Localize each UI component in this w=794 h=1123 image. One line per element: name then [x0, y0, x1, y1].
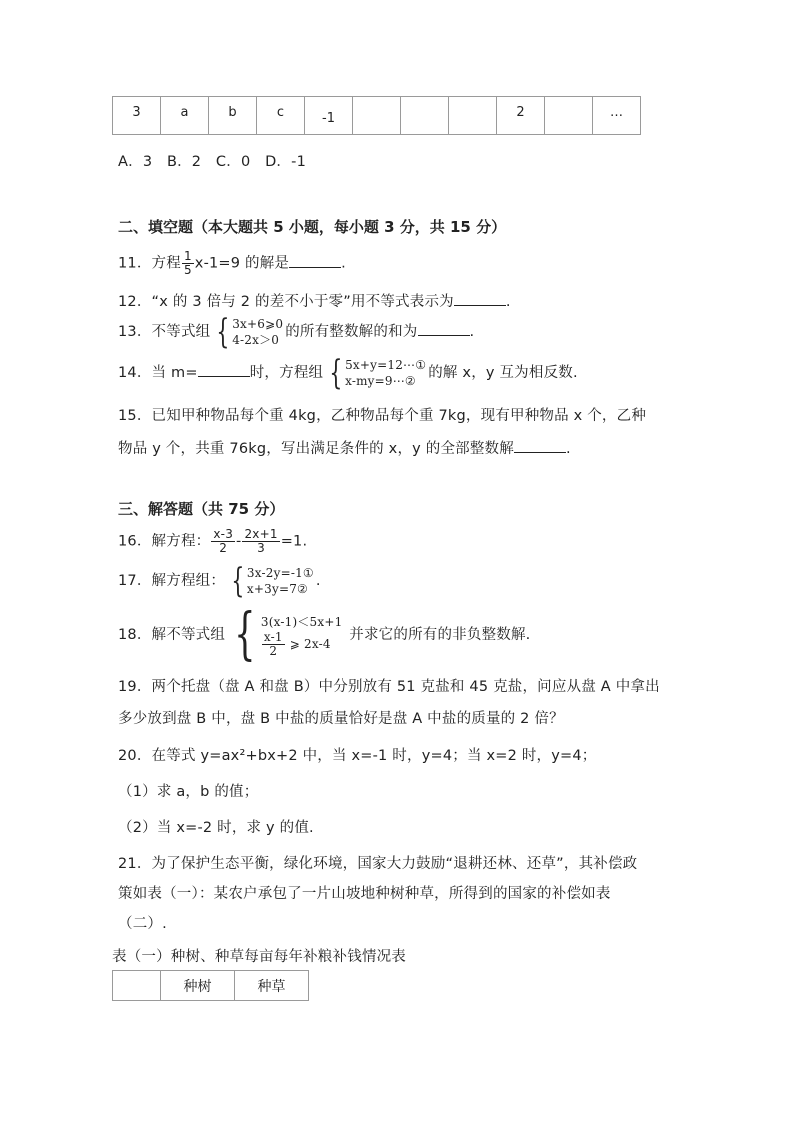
- question-21-line3: （二）.: [118, 916, 167, 932]
- subsidy-table: [112, 970, 309, 1001]
- table-row: [113, 97, 641, 135]
- inequality-rest: ⩾ 2x-4: [289, 637, 331, 651]
- table-cell: a: [161, 97, 209, 135]
- answer-blank: [198, 364, 250, 377]
- numerator: x-3: [213, 527, 234, 541]
- question-12: [118, 290, 511, 311]
- question-20-sub2: （2）当 x=-2 时，求 y 的值.: [118, 820, 314, 836]
- system-line: x-my=9⋯②: [345, 374, 416, 388]
- question-17: [118, 561, 321, 601]
- table-header-cell: [113, 971, 161, 1001]
- q11-prefix: 11．方程: [118, 255, 181, 272]
- fraction: [211, 528, 235, 555]
- brace-icon: {: [231, 561, 245, 601]
- q13-prefix: 13．不等式组: [118, 324, 211, 340]
- answer-blank: [418, 323, 470, 336]
- denominator: 2: [269, 643, 278, 658]
- question-16: [118, 528, 307, 555]
- q18-prefix: 18．解不等式组: [118, 627, 226, 643]
- brace-icon: {: [216, 312, 230, 352]
- system-line: 3x-2y=-1①: [246, 566, 314, 580]
- table-cell: [545, 97, 593, 135]
- table-cell: 2: [497, 97, 545, 135]
- table-cell: c: [257, 97, 305, 135]
- answer-blank: [454, 293, 506, 306]
- numerator: 2x+1: [244, 527, 278, 541]
- inequality-system: [212, 312, 284, 352]
- fraction: [242, 528, 279, 555]
- equation-system: [325, 353, 427, 393]
- table-header-cell: 种树: [161, 971, 235, 1001]
- system-line: 3x+6⩾0: [232, 317, 284, 331]
- table-cell: [449, 97, 497, 135]
- table-cell: 3: [113, 97, 161, 135]
- table-row: [113, 971, 309, 1001]
- table-cell: …: [593, 97, 641, 135]
- q17-suffix: .: [315, 573, 321, 589]
- denominator: 5: [183, 263, 192, 277]
- brace-icon: {: [234, 602, 256, 667]
- table-cell: -1: [305, 97, 353, 135]
- answer-blank: [514, 440, 566, 453]
- q17-prefix: 17．解方程组：: [118, 573, 226, 589]
- question-21-line2: 策如表（一）：某农户承包了一片山坡地种树种草，所得到的国家的补偿如表: [118, 886, 611, 902]
- numerator: 1: [183, 249, 192, 263]
- q12-text: 12．“x 的 3 倍与 2 的差不小于零”用不等式表示为: [118, 294, 454, 310]
- denominator: 2: [219, 541, 228, 555]
- section2-heading: 二、填空题（本大题共 5 小题，每小题 3 分，共 15 分）: [118, 218, 507, 236]
- fraction: [182, 250, 194, 277]
- q13-end: .: [469, 324, 475, 340]
- minus-sign: -: [236, 533, 242, 550]
- question-13: [118, 312, 475, 352]
- question-21-line1: 21．为了保护生态平衡，绿化环境，国家大力鼓励“退耕还林、还草”，其补偿政: [118, 856, 638, 872]
- q14-prefix: 14．当 m=: [118, 365, 198, 381]
- system-line: 4-2x＞0: [232, 333, 280, 347]
- sequence-table: [112, 96, 641, 135]
- table-cell: [401, 97, 449, 135]
- q15-end: .: [565, 441, 571, 457]
- section3-heading: 三、解答题（共 75 分）: [118, 500, 285, 518]
- question-20-line1: 20．在等式 y=ax²+bx+2 中，当 x=-1 时，y=4；当 x=2 时，y=4；: [118, 748, 597, 764]
- question-18: [118, 602, 531, 667]
- inequality-system: [227, 602, 343, 667]
- table-header-cell: 种草: [235, 971, 309, 1001]
- question-14: [118, 353, 578, 393]
- table-cell: [353, 97, 401, 135]
- answer-blank: [289, 255, 341, 268]
- table-cell: b: [209, 97, 257, 135]
- numerator: x-1: [263, 629, 283, 644]
- q11-end: .: [341, 255, 346, 272]
- q18-suffix: 并求它的所有的非负整数解.: [349, 627, 531, 643]
- fraction: [262, 631, 285, 658]
- question-19-line1: 19．两个托盘（盘 A 和盘 B）中分别放有 51 克盐和 45 克盐，问应从盘 A 中拿出: [118, 679, 660, 695]
- system-line: 3(x-1)＜5x+1: [260, 614, 343, 629]
- q13-suffix: 的所有整数解的和为: [285, 324, 418, 340]
- q12-end: .: [505, 294, 511, 310]
- question-15-line2: [118, 437, 571, 458]
- q16-suffix: =1.: [280, 533, 308, 550]
- system-line: x+3y=7②: [246, 582, 308, 596]
- equation-system: [227, 561, 314, 601]
- table1-caption: 表（一）种树、种草每亩每年补粮补钱情况表: [112, 949, 406, 965]
- q10-options: A．3 B．2 C．0 D．-1: [118, 154, 306, 170]
- brace-icon: {: [329, 353, 343, 393]
- q14-suffix: 的解 x，y 互为相反数.: [428, 365, 578, 381]
- denominator: 3: [257, 541, 265, 555]
- system-line: [261, 631, 343, 658]
- question-19-line2: 多少放到盘 B 中，盘 B 中盐的质量恰好是盘 A 中盐的质量的 2 倍？: [118, 711, 564, 727]
- q16-prefix: 16．解方程：: [118, 533, 211, 550]
- system-line: 5x+y=12⋯①: [345, 358, 427, 372]
- question-11: [118, 250, 346, 277]
- question-20-sub1: （1）求 a，b 的值；: [118, 784, 259, 800]
- q11-suffix: x-1=9 的解是: [194, 255, 290, 272]
- q15-text: 物品 y 个，共重 76kg，写出满足条件的 x，y 的全部整数解: [118, 441, 514, 457]
- q14-mid: 时，方程组: [249, 365, 324, 381]
- question-15-line1: 15．已知甲种物品每个重 4kg，乙种物品每个重 7kg，现有甲种物品 x 个，乙种: [118, 408, 647, 424]
